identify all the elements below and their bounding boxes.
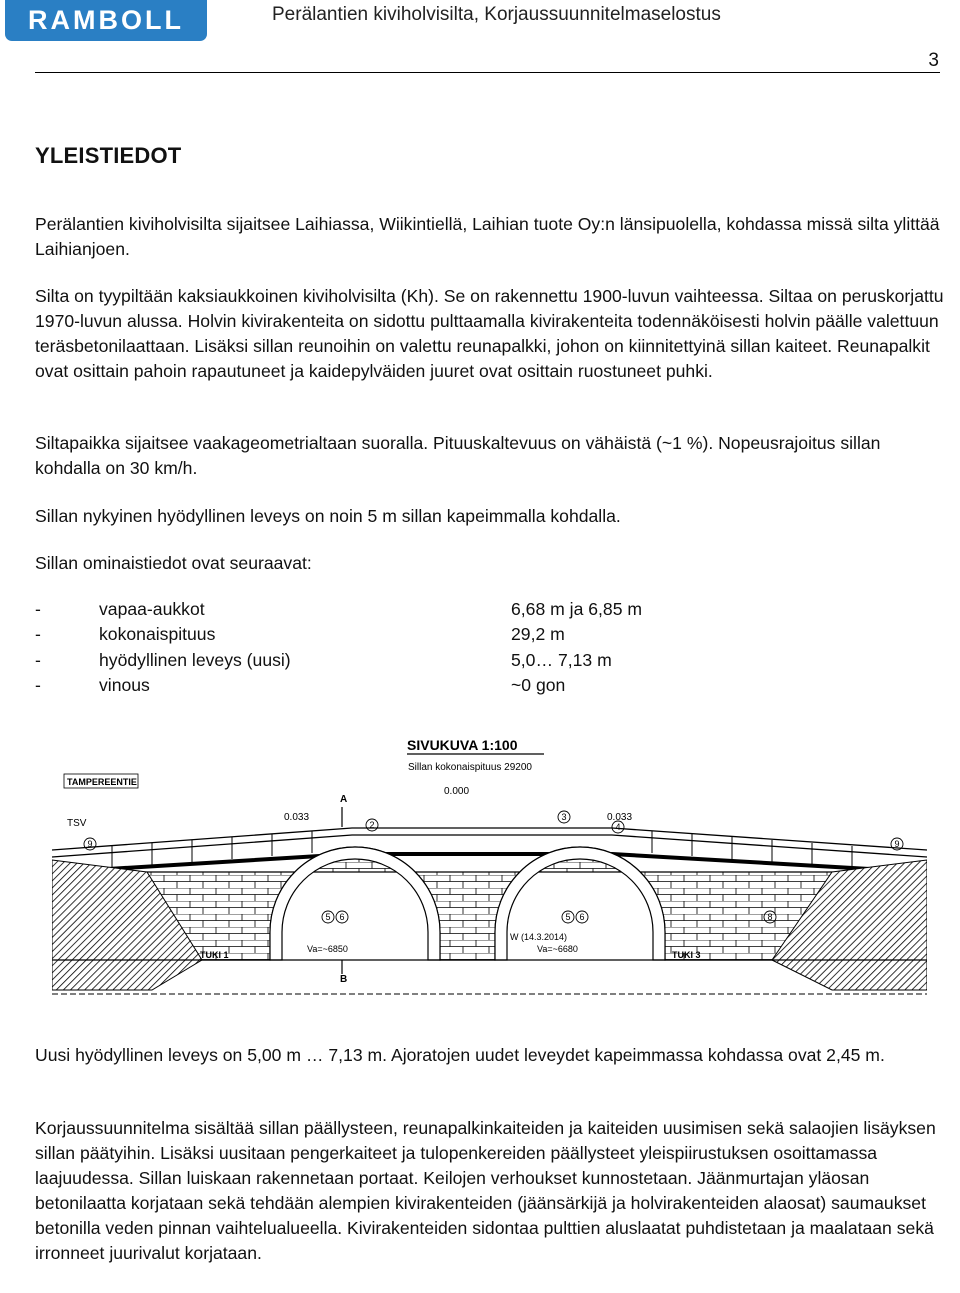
tsv-label: TSV xyxy=(67,818,87,829)
property-name: vinous xyxy=(99,674,150,695)
callout-9-left: 9 xyxy=(87,839,93,849)
water-level-label: W (14.3.2014) xyxy=(510,932,568,942)
property-value: 29,2 m xyxy=(511,624,565,645)
drawing-title: SIVUKUVA 1:100 xyxy=(407,737,518,753)
paragraph-structure: Silta on tyypiltään kaksiaukkoinen kiviholvisilta (Kh). Se on rakennettu 1900-luvun vaihteessa. Siltaa on peruskorjattu 1970-luvun alussa. Holvin kivirakenteita on sidottu pulttaamalla kivirakenteita todennäköisesti holvin päälle valettuun teräsbetonilaattaan. Lisäksi sillan reunoihin on valettu reunapalkki, johon on kiinnitettyinä sillan kaiteet. Reunapalkit ovat osittain pahoin rapautuneet ja kaidepylväiden juuret ovat osittain ruostuneet puhki. xyxy=(35,286,944,381)
deck-top-line xyxy=(52,828,927,850)
length-label: Sillan kokonaispituus 29200 xyxy=(408,762,532,773)
callout-8: 8 xyxy=(767,912,773,922)
property-row xyxy=(35,597,642,622)
property-value: 5,0… 7,13 m xyxy=(511,649,612,670)
callout-9-right: 9 xyxy=(894,839,900,849)
property-row xyxy=(35,673,642,698)
callout-3: 3 xyxy=(561,812,567,822)
property-value: ~0 gon xyxy=(511,674,566,695)
span-left-label: Va=~6850 xyxy=(307,944,348,954)
paragraph-location: Perälantien kiviholvisilta sijaitsee Laihiassa, Wiikintiellä, Laihian tuote Oy:n länsipuolella, kohdassa missä silta ylittää Laihianjoen. xyxy=(35,214,940,259)
section-heading: YLEISTIEDOT xyxy=(35,143,182,168)
section-marker-a: A xyxy=(340,794,348,805)
properties-list xyxy=(35,597,642,698)
paragraph-new-width: Uusi hyödyllinen leveys on 5,00 m … 7,13 m. Ajoratojen uudet leveydet kapeimmassa kohdassa ovat 2,45 m. xyxy=(35,1045,885,1065)
section-marker-b: B xyxy=(340,974,348,985)
property-name: hyödyllinen leveys (uusi) xyxy=(99,649,291,670)
slope-right-label: 0.033 xyxy=(607,812,633,823)
callout-5-left: 5 xyxy=(325,912,331,922)
support-1-label: TUKI 1 xyxy=(200,950,229,960)
deck-slab xyxy=(92,854,887,870)
paragraph-repair-plan: Korjaussuunnitelma sisältää sillan päällysteen, reunapalkinkaiteiden ja kaiteiden uusimisen sekä salaojien lisäyksen sillan päätyihin. Lisäksi uusitaan pengerkaiteet ja tulopenkereiden päällysteet yleispiirustuksen osoittamassa laajuudessa. Sillan luiskaan rakennetaan portaat. Keilojen verhoukset kunnostetaan. Jäänmurtajan yläosan betonilaatta korjataan sekä tehdään alempien kivirakenteiden (jäänsärkijä ja holvirakenteiden alaosat) saumaukset betonilla veden pinnan vaihtelualueella. Kivirakenteiden sidontaa pulttien aluslaatat puhdistetaan ja maalataan sekä irronneet juurivalut korjataan. xyxy=(35,1118,936,1263)
property-name: kokonaispituus xyxy=(99,624,216,645)
support-3-label: TUKI 3 xyxy=(672,950,701,960)
span-right-label: Va=~6680 xyxy=(537,944,578,954)
list-dash: - xyxy=(35,674,41,695)
bridge-side-view-drawing xyxy=(52,732,927,1000)
header-divider xyxy=(35,72,940,73)
callout-2: 2 xyxy=(369,820,375,830)
property-value: 6,68 m ja 6,85 m xyxy=(511,599,643,619)
list-dash: - xyxy=(35,624,41,645)
road-name-label: TAMPEREENTIE xyxy=(67,777,137,787)
callout-6-right: 6 xyxy=(579,912,585,922)
list-dash: - xyxy=(35,599,41,619)
document-title: Perälantien kiviholvisilta, Korjaussuunnitelmaselostus xyxy=(272,4,721,25)
property-row xyxy=(35,622,642,647)
paragraph-geometry: Siltapaikka sijaitsee vaakageometrialtaan suoralla. Pituuskaltevuus on vähäistä (~1 %). Nopeusrajoitus sillan kohdalla on 30 km/h. xyxy=(35,433,881,478)
stone-masonry xyxy=(147,847,832,960)
callout-6-left: 6 xyxy=(339,912,345,922)
property-row xyxy=(35,648,642,673)
property-name: vapaa-aukkot xyxy=(99,599,205,619)
callout-5-right: 5 xyxy=(565,912,571,922)
list-dash: - xyxy=(35,649,41,670)
slope-left-label: 0.033 xyxy=(284,812,310,823)
page-number: 3 xyxy=(928,50,939,71)
callout-4: 4 xyxy=(615,822,621,832)
paragraph-properties-intro: Sillan ominaistiedot ovat seuraavat: xyxy=(35,553,312,573)
ramboll-logo: RAMBOLL xyxy=(5,0,207,41)
paragraph-width: Sillan nykyinen hyödyllinen leveys on noin 5 m sillan kapeimmalla kohdalla. xyxy=(35,506,621,526)
station-label: 0.000 xyxy=(444,786,470,797)
